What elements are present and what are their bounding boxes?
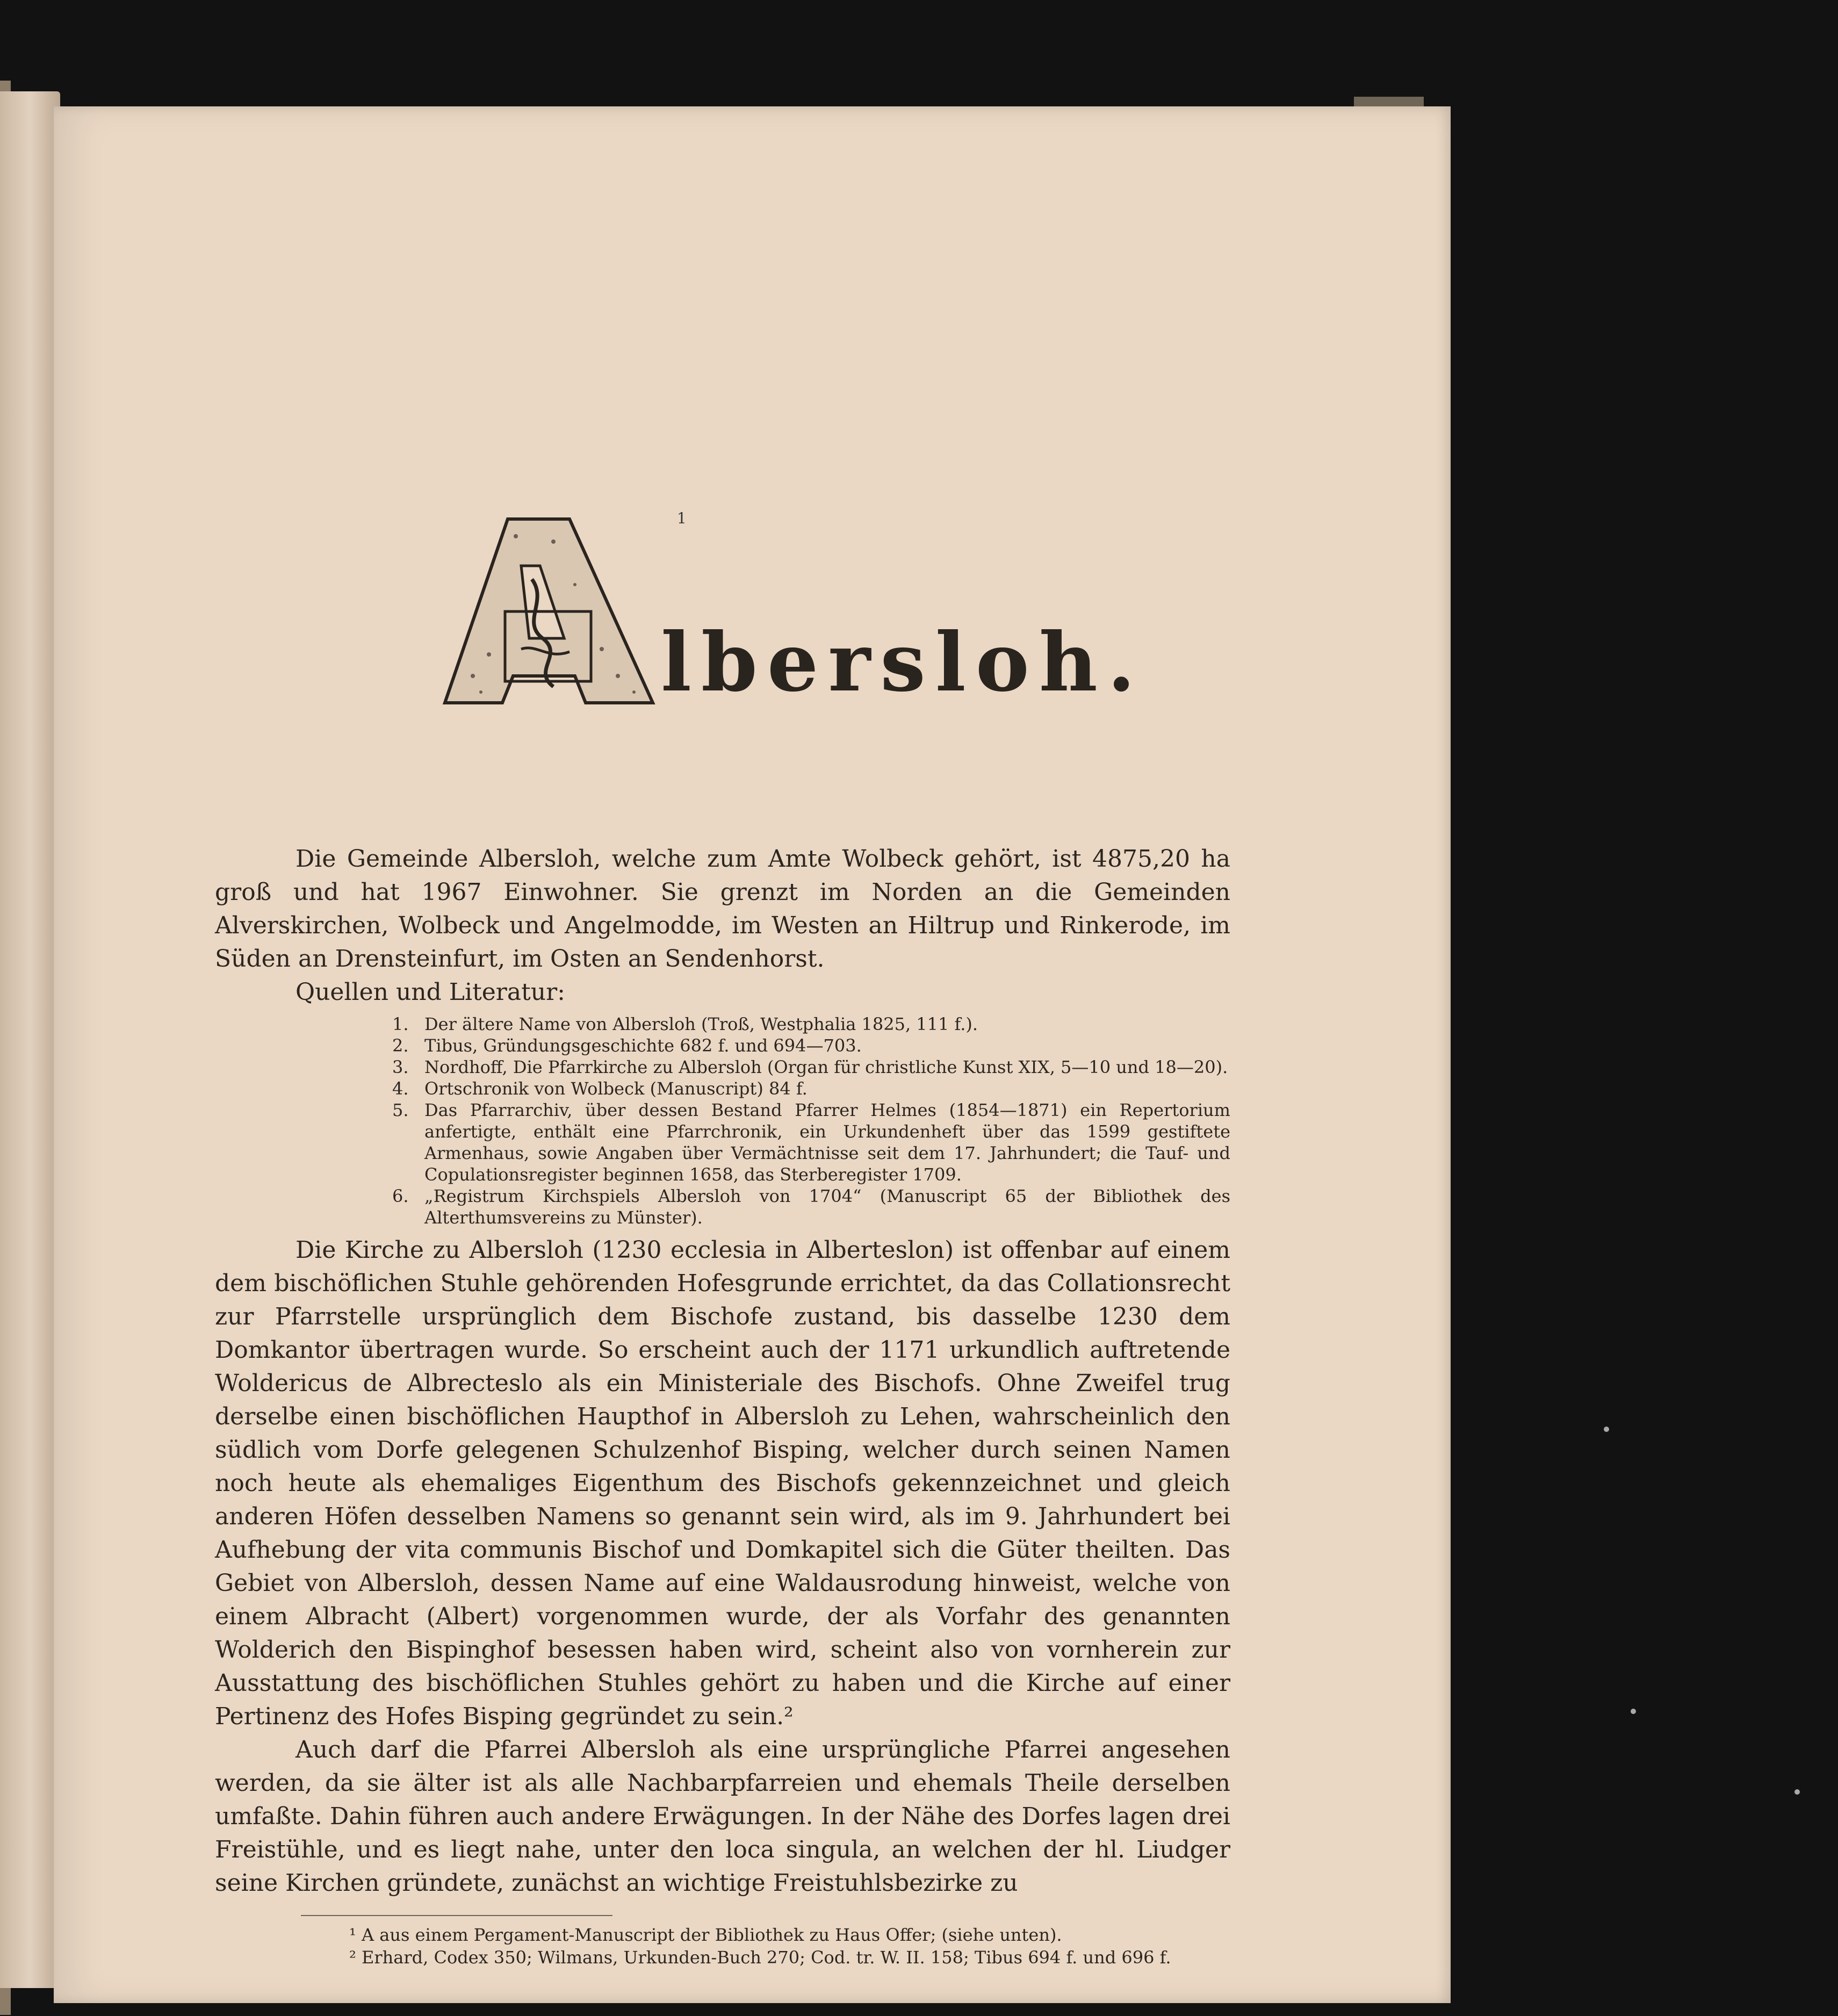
left-page: [0, 91, 60, 1988]
sources-heading: Quellen und Literatur:: [295, 978, 565, 1006]
list-item: 1. Der ältere Name von Albersloh (Troß, Westphalia 1825, 111 f.).: [392, 1014, 978, 1034]
body-text: [215, 843, 1230, 1969]
dust-speck: [1794, 1789, 1800, 1795]
footnote-1: ¹ A aus einem Pergament-Manuscript der Bibliothek zu Haus Offer; (siehe unten).: [349, 1925, 1062, 1945]
chapter-title: [441, 509, 1145, 816]
list-item: 4. Ortschronik von Wolbeck (Manuscript) 84 f.: [392, 1078, 808, 1099]
intro-paragraph: Die Gemeinde Albersloh, welche zum Amte Wolbeck gehört, ist 4875,20 ha groß und hat 1967 Einwohner. Sie grenzt im Norden an die Gemeinden Alverskirchen, Wolbeck und Angelmodde, im Westen an Hiltrup und Rinkerode, im Süden an Drensteinfurt, im Osten an Sendenhorst.: [215, 845, 1230, 973]
title-text: lbersloh.: [661, 615, 1145, 710]
dust-speck: [1604, 1427, 1609, 1432]
list-item: 3. Nordhoff, Die Pfarrkirche zu Albersloh (Organ für christliche Kunst XIX, 5—10 und 18—20).: [392, 1057, 1228, 1077]
title-footnote-ref: 1: [677, 509, 687, 527]
church-paragraph: Die Kirche zu Albersloh (1230 ecclesia in Alberteslon) ist offenbar auf einem dem bischöflichen Stuhle gehörenden Hofesgrunde errichtet, da das Collationsrecht zur Pfarrstelle ursprünglich dem Bischofe zustand, bis dasselbe 1230 dem Domkantor übertragen wurde. So erscheint auch der 1171 urkundlich auftretende Woldericus de Albrecteslo als ein Ministeriale des Bischofs. Ohne Zweifel trug derselbe einen bischöflichen Haupthof in Albersloh zu Lehen, wahrscheinlich den südlich vom Dorfe gelegenen Schulzenhof Bisping, welcher durch seinen Namen noch heute als ehemaliges Eigenthum des Bischofs gekennzeichnet und gleich anderen Höfen desselben Namens so genannt sein wird, als im 9. Jahrhundert bei Aufhebung der vita communis Bischof und Domkapitel sich die Güter theilten. Das Gebiet von Albersloh, dessen Name auf eine Waldausrodung hinweist, welche von einem Albracht (Albert) vorgenommen wurde, der als Vorfahr des genannten Wolderich den Bispinghof besessen haben wird, scheint also von vornherein zur Ausstattung des bischöflichen Stuhles gehört zu haben und die Kirche auf einer Pertinenz des Hofes Bisping gegründet zu sein.²: [215, 1236, 1230, 1730]
sources-list: [215, 1013, 1230, 1228]
list-item: 6. „Registrum Kirchspiels Albersloh von 1704“ (Manuscript 65 der Bibliothek des Alterthumsvereins zu Münster).: [392, 1186, 1230, 1228]
footnote-divider: [301, 1915, 612, 1916]
footnote-2: ² Erhard, Codex 350; Wilmans, Urkunden-Buch 270; Cod. tr. W. II. 158; Tibus 694 f. und 696 f.: [349, 1947, 1171, 1968]
book-page: [54, 106, 1451, 2003]
parish-paragraph: Auch darf die Pfarrei Albersloh als eine ursprüngliche Pfarrei angesehen werden, da sie älter ist als alle Nachbarpfarreien und ehemals Theile derselben umfaßte. Dahin führen auch andere Erwägungen. In der Nähe des Dorfes lagen drei Freistühle, und es liegt nahe, unter den loca singula, an welchen der hl. Liudger seine Kirchen gründete, zunächst an wichtige Freistuhlsbezirke zu: [215, 1736, 1230, 1897]
dust-speck: [1631, 1709, 1636, 1714]
list-item: 5. Das Pfarrarchiv, über dessen Bestand Pfarrer Helmes (1854—1871) ein Repertorium anfertigte, enthält eine Pfarrchronik, ein Urkundenheft über das 1599 gestiftete Armenhaus, sowie Angaben über Vermächtnisse seit dem 17. Jahrhundert; die Tauf- und Copulationsregister beginnen 1658, das Sterberegister 1709.: [392, 1100, 1230, 1185]
list-item: 2. Tibus, Gründungsgeschichte 682 f. und 694—703.: [392, 1035, 862, 1056]
ornamental-initial-a: [441, 515, 672, 708]
